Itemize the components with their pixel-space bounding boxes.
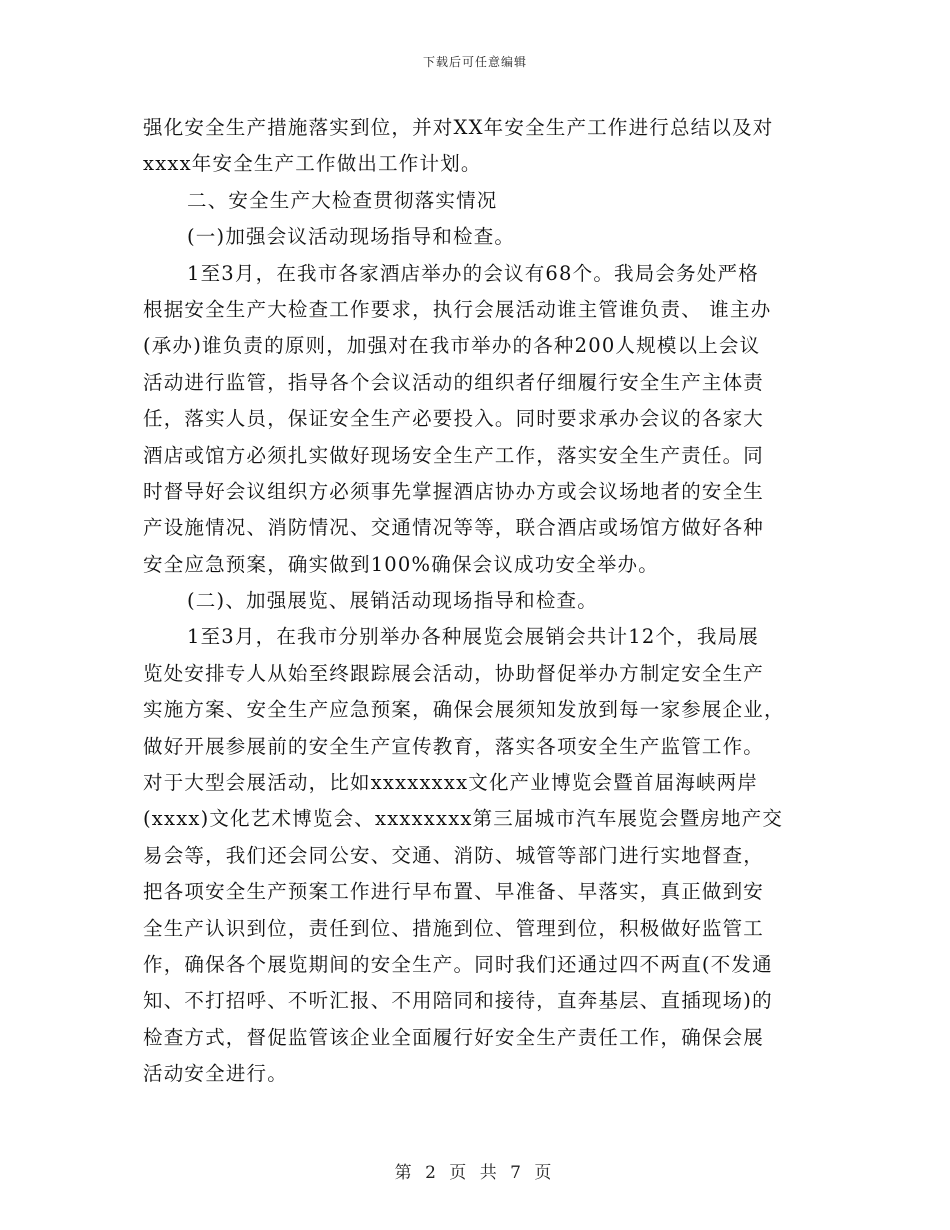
text-line: (xxxx)文化艺术博览会、xxxxxxxx第三届城市汽车展览会暨房地产交 xyxy=(143,807,784,831)
text-line: 易会等，我们还会同公安、交通、消防、城管等部门进行实地督查， xyxy=(143,843,765,867)
text-line: 根据安全生产大检查工作要求，执行会展活动谁主管谁负责、 谁主办 xyxy=(143,297,772,321)
text-line: 安全应急预案，确实做到100%确保会议成功安全举办。 xyxy=(143,552,659,576)
text-line: 检查方式，督促监管该企业全面履行好安全生产责任工作，确保会展 xyxy=(143,1025,765,1049)
text-line: 知、不打招呼、不听汇报、不用陪同和接待，直奔基层、直插现场)的 xyxy=(143,989,773,1013)
text-line: 酒店或馆方必须扎实做好现场安全生产工作，落实安全生产责任。同 xyxy=(143,443,765,467)
text-line: 二、安全生产大检查贯彻落实情况 xyxy=(187,188,498,212)
text-line: 活动安全进行。 xyxy=(143,1062,288,1086)
document-body xyxy=(143,110,811,1093)
text-line: 对于大型会展活动，比如xxxxxxxx文化产业博览会暨首届海峡两岸 xyxy=(143,771,759,795)
text-line: 做好开展参展前的安全生产宣传教育，落实各项安全生产监管工作。 xyxy=(143,734,765,758)
text-line: 把各项安全生产预案工作进行早布置、早准备、早落实，真正做到安 xyxy=(143,880,765,904)
text-line: 产设施情况、消防情况、交通情况等等，联合酒店或场馆方做好各种 xyxy=(143,516,765,540)
text-line: 全生产认识到位，责任到位、措施到位、管理到位，积极做好监管工 xyxy=(143,916,765,940)
text-line: 任，落实人员，保证安全生产必要投入。同时要求承办会议的各家大 xyxy=(143,407,765,431)
text-line: (一)加强会议活动现场指导和检查。 xyxy=(187,225,516,249)
text-line: 1至3月，在我市分别举办各种展览会展销会共计12个，我局展 xyxy=(187,625,759,649)
text-line: 强化安全生产措施落实到位，并对XX年安全生产工作进行总结以及对 xyxy=(143,116,774,139)
text-line: 实施方案、安全生产应急预案，确保会展须知发放到每一家参展企业， xyxy=(143,698,785,722)
page-number: 第 2 页 共 7 页 xyxy=(394,1163,556,1183)
text-line: 作，确保各个展览期间的安全生产。同时我们还通过四不两直(不发通 xyxy=(143,952,773,976)
text-line: 1至3月，在我市各家酒店举办的会议有68个。我局会务处严格 xyxy=(187,261,759,285)
text-line: 时督导好会议组织方必须事先掌握酒店协办方或会议场地者的安全生 xyxy=(143,479,765,503)
text-line: 览处安排专人从始至终跟踪展会活动，协助督促举办方制定安全生产 xyxy=(143,661,765,685)
text-line: 活动进行监管，指导各个会议活动的组织者仔细履行安全生产主体责 xyxy=(143,370,765,394)
text-line: (承办)谁负责的原则，加强对在我市举办的各种200人规模以上会议 xyxy=(143,334,761,358)
text-line: (二)、加强展览、展销活动现场指导和检查。 xyxy=(187,589,598,613)
page-header-note: 下载后可任意编辑 xyxy=(422,55,527,69)
text-line: xxxx年安全生产工作做出工作计划。 xyxy=(143,152,482,176)
